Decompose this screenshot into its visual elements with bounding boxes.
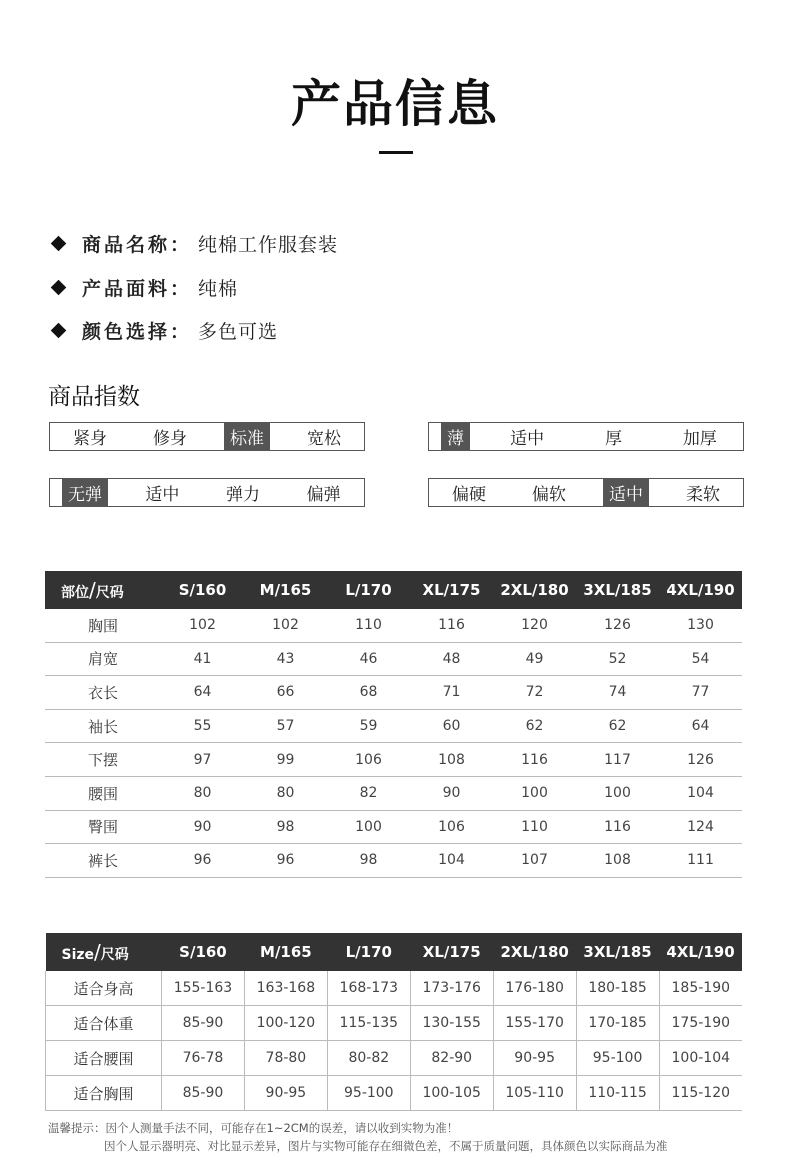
size-header: 4XL/190 (659, 571, 742, 609)
table-cell: 68 (327, 676, 410, 710)
table-cell: 115-120 (659, 1076, 742, 1111)
size-header: S/160 (161, 571, 244, 609)
table-cell: 104 (410, 844, 493, 878)
tip-note-2: 因个人显示器明亮、对比显示差异，图片与实物可能存在细微色差，不属于质量问题，具体颜色以实际商品为准 (104, 1139, 668, 1153)
diamond-bullet-icon (51, 279, 67, 295)
table-cell: 97 (161, 743, 244, 777)
row-label: 适合体重 (46, 1006, 162, 1041)
table-row (46, 1041, 743, 1076)
table-cell: 85-90 (162, 1006, 245, 1041)
table-row (46, 971, 743, 1006)
index-option: 薄 (441, 423, 470, 450)
index-option: 适中 (145, 485, 180, 505)
table-cell: 102 (244, 609, 327, 642)
table-cell: 100 (576, 776, 659, 810)
size-header: 3XL/185 (576, 571, 659, 609)
table-cell: 41 (161, 642, 244, 676)
table-cell: 64 (659, 709, 742, 743)
info-row-fabric (50, 272, 238, 302)
table-cell: 100-104 (659, 1041, 742, 1076)
table-cell: 46 (327, 642, 410, 676)
row-label: 胸围 (45, 609, 161, 642)
info-value: 多色可选 (198, 320, 279, 343)
index-elasticity (49, 478, 365, 507)
table-cell: 98 (327, 844, 410, 878)
table-row (46, 1006, 743, 1041)
index-option: 偏软 (532, 485, 566, 505)
table-cell: 78-80 (244, 1041, 327, 1076)
row-label: 袖长 (45, 709, 161, 743)
table-row (45, 609, 742, 642)
table-corner: 部位/尺码 (45, 571, 161, 609)
table-cell: 168-173 (327, 971, 410, 1006)
index-option: 宽松 (307, 429, 341, 449)
info-label: 商品名称： (82, 233, 193, 256)
table-cell: 54 (659, 642, 742, 676)
table-cell: 115-135 (327, 1006, 410, 1041)
tip-note-1: 温馨提示：因个人测量手法不同，可能存在1~2CM的误差，请以收到实物为准！ (48, 1121, 459, 1135)
table-cell: 155-170 (493, 1006, 576, 1041)
page-title: 产品信息 (291, 75, 499, 133)
size-header: 2XL/180 (493, 571, 576, 609)
table-cell: 90-95 (493, 1041, 576, 1076)
table-cell: 57 (244, 709, 327, 743)
size-header: 2XL/180 (493, 933, 576, 971)
row-label: 裤长 (45, 844, 161, 878)
table-cell: 59 (327, 709, 410, 743)
info-label: 产品面料： (82, 277, 193, 300)
table-row (45, 776, 742, 810)
info-value: 纯棉 (198, 277, 239, 300)
table-cell: 90 (161, 810, 244, 844)
size-header: M/165 (244, 933, 327, 971)
table-cell: 80-82 (327, 1041, 410, 1076)
table-cell: 175-190 (659, 1006, 742, 1041)
info-row-name (50, 228, 338, 258)
table-cell: 62 (493, 709, 576, 743)
table-header-row (45, 571, 742, 609)
table-cell: 96 (161, 844, 244, 878)
row-label: 适合身高 (46, 971, 162, 1006)
table-cell: 48 (410, 642, 493, 676)
table-cell: 100-105 (410, 1076, 493, 1111)
table-cell: 126 (576, 609, 659, 642)
index-option: 紧身 (73, 429, 107, 449)
size-header: M/165 (244, 571, 327, 609)
table-cell: 77 (659, 676, 742, 710)
table-cell: 110-115 (576, 1076, 659, 1111)
table-cell: 100 (327, 810, 410, 844)
table-cell: 124 (659, 810, 742, 844)
row-label: 肩宽 (45, 642, 161, 676)
table-cell: 85-90 (162, 1076, 245, 1111)
table-cell: 90 (410, 776, 493, 810)
index-option: 适中 (510, 429, 545, 449)
table-cell: 116 (410, 609, 493, 642)
table-cell: 90-95 (244, 1076, 327, 1111)
table-cell: 170-185 (576, 1006, 659, 1041)
index-option: 修身 (153, 429, 187, 449)
size-fit-table (45, 933, 742, 1111)
table-cell: 105-110 (493, 1076, 576, 1111)
index-option: 偏硬 (452, 485, 486, 505)
index-section-title: 商品指数 (48, 384, 140, 410)
table-cell: 155-163 (162, 971, 245, 1006)
table-cell: 74 (576, 676, 659, 710)
index-option: 弹力 (226, 485, 260, 505)
size-header: S/160 (162, 933, 245, 971)
table-cell: 106 (327, 743, 410, 777)
table-cell: 71 (410, 676, 493, 710)
row-label: 衣长 (45, 676, 161, 710)
size-header: L/170 (327, 571, 410, 609)
table-cell: 185-190 (659, 971, 742, 1006)
table-cell: 126 (659, 743, 742, 777)
table-cell: 72 (493, 676, 576, 710)
row-label: 下摆 (45, 743, 161, 777)
table-cell: 80 (244, 776, 327, 810)
row-label: 臀围 (45, 810, 161, 844)
index-option: 柔软 (686, 485, 720, 505)
index-option: 加厚 (682, 429, 717, 449)
table-cell: 180-185 (576, 971, 659, 1006)
table-row (45, 743, 742, 777)
table-cell: 111 (659, 844, 742, 878)
table-cell: 116 (576, 810, 659, 844)
index-softness (428, 478, 744, 507)
index-option: 标准 (224, 423, 270, 450)
table-cell: 117 (576, 743, 659, 777)
table-cell: 96 (244, 844, 327, 878)
table-cell: 110 (493, 810, 576, 844)
table-cell: 66 (244, 676, 327, 710)
table-header-row (46, 933, 743, 971)
table-cell: 100-120 (244, 1006, 327, 1041)
table-cell: 176-180 (493, 971, 576, 1006)
table-cell: 173-176 (410, 971, 493, 1006)
title-underline (379, 151, 413, 154)
index-option: 偏弹 (306, 485, 341, 505)
table-row (46, 1076, 743, 1111)
table-cell: 82 (327, 776, 410, 810)
info-row-color (50, 315, 278, 345)
diamond-bullet-icon (51, 235, 67, 251)
row-label: 适合腰围 (46, 1041, 162, 1076)
table-cell: 163-168 (244, 971, 327, 1006)
row-label: 腰围 (45, 776, 161, 810)
size-header: XL/175 (410, 571, 493, 609)
table-cell: 80 (161, 776, 244, 810)
index-option: 无弹 (62, 479, 108, 506)
table-cell: 120 (493, 609, 576, 642)
table-cell: 104 (659, 776, 742, 810)
size-measurement-table (45, 571, 742, 878)
table-cell: 100 (493, 776, 576, 810)
diamond-bullet-icon (51, 322, 67, 338)
table-cell: 98 (244, 810, 327, 844)
table-row (45, 642, 742, 676)
table-cell: 82-90 (410, 1041, 493, 1076)
table-cell: 55 (161, 709, 244, 743)
table-cell: 95-100 (576, 1041, 659, 1076)
size-header: 3XL/185 (576, 933, 659, 971)
info-label: 颜色选择： (82, 320, 193, 343)
size-header: L/170 (327, 933, 410, 971)
table-cell: 102 (161, 609, 244, 642)
table-cell: 130 (659, 609, 742, 642)
table-row (45, 676, 742, 710)
table-cell: 95-100 (327, 1076, 410, 1111)
index-option: 厚 (604, 429, 622, 449)
table-cell: 52 (576, 642, 659, 676)
table-cell: 99 (244, 743, 327, 777)
table-cell: 130-155 (410, 1006, 493, 1041)
table-row (45, 709, 742, 743)
table-cell: 49 (493, 642, 576, 676)
table-cell: 64 (161, 676, 244, 710)
table-cell: 110 (327, 609, 410, 642)
index-thickness (428, 422, 744, 451)
table-cell: 116 (493, 743, 576, 777)
table-cell: 107 (493, 844, 576, 878)
size-header: 4XL/190 (659, 933, 742, 971)
table-cell: 108 (410, 743, 493, 777)
info-value: 纯棉工作服套装 (198, 233, 339, 256)
row-label: 适合胸围 (46, 1076, 162, 1111)
table-cell: 62 (576, 709, 659, 743)
table-cell: 108 (576, 844, 659, 878)
table-cell: 60 (410, 709, 493, 743)
table-row (45, 810, 742, 844)
index-option: 适中 (603, 479, 649, 506)
size-header: XL/175 (410, 933, 493, 971)
table-row (45, 844, 742, 878)
table-cell: 43 (244, 642, 327, 676)
table-cell: 106 (410, 810, 493, 844)
table-corner: Size/尺码 (46, 933, 162, 971)
index-fit (49, 422, 365, 451)
table-cell: 76-78 (162, 1041, 245, 1076)
